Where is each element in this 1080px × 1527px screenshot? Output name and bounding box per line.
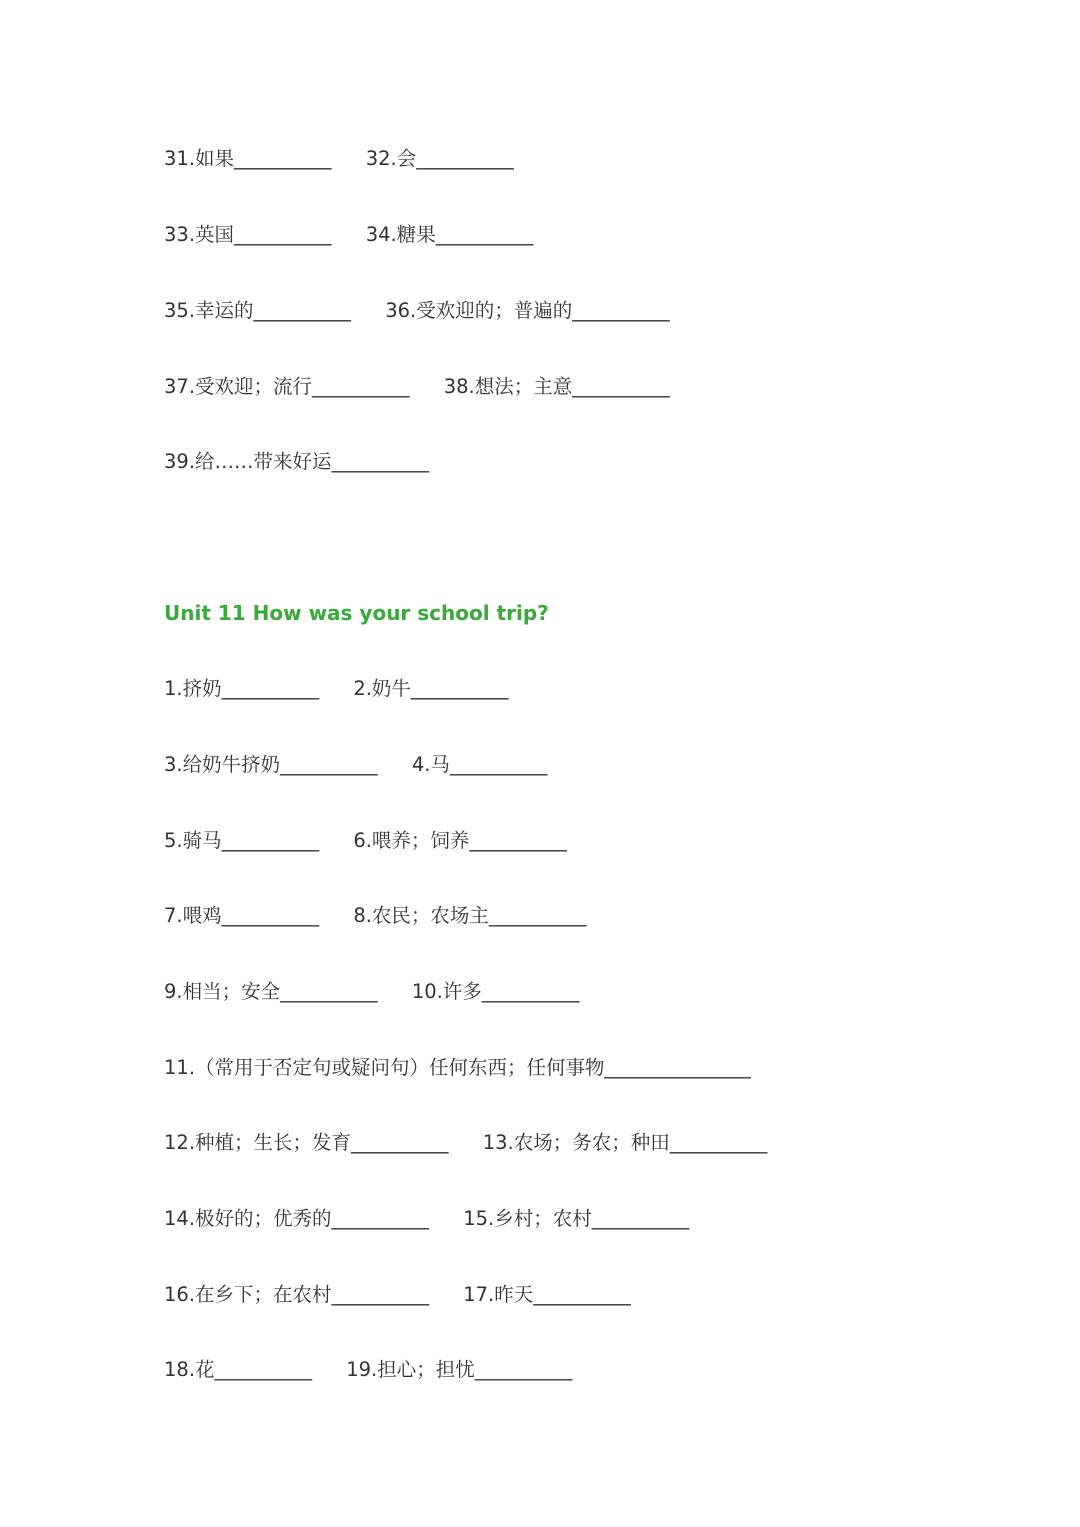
unit11-line-18-19	[164, 1355, 572, 1385]
unit11-item-1: 1.挤奶__________	[164, 677, 320, 700]
unit11-item-7: 7.喂鸡__________	[164, 904, 320, 927]
vocab-line-35-36	[164, 296, 670, 326]
unit11-item-12: 12.种植；生长；发育__________	[164, 1131, 449, 1154]
unit11-line-12-13	[164, 1128, 767, 1158]
vocab-item-38: 38.想法；主意__________	[443, 375, 670, 398]
vocab-item-31: 31.如果__________	[164, 147, 332, 170]
vocab-item-32: 32.会__________	[365, 147, 514, 170]
unit11-item-17: 17.昨天__________	[463, 1283, 631, 1306]
vocab-line-39	[164, 447, 429, 477]
vocab-item-34: 34.糖果__________	[365, 223, 534, 246]
unit11-line-16-17	[164, 1280, 631, 1310]
unit11-item-3: 3.给奶牛挤奶__________	[164, 753, 378, 776]
unit11-item-13: 13.农场；务农；种田__________	[482, 1131, 768, 1154]
unit11-item-16: 16.在乡下；在农村__________	[164, 1283, 430, 1306]
unit11-item-4: 4.马__________	[411, 753, 548, 776]
unit11-item-11: 11.（常用于否定句或疑问句）任何东西；任何事物_______________	[164, 1056, 751, 1079]
unit11-item-9: 9.相当；安全__________	[164, 980, 378, 1003]
unit11-item-8: 8.农民；农场主__________	[353, 904, 587, 927]
vocab-item-37: 37.受欢迎；流行__________	[164, 375, 410, 398]
unit11-line-9-10	[164, 977, 579, 1007]
unit11-item-19: 19.担心；担忧__________	[346, 1358, 573, 1381]
unit11-item-18: 18.花__________	[164, 1358, 313, 1381]
vocab-item-35: 35.幸运的__________	[164, 299, 352, 322]
vocab-item-33: 33.英国__________	[164, 223, 332, 246]
unit11-line-14-15	[164, 1204, 689, 1234]
vocab-line-31-32	[164, 144, 514, 174]
unit11-line-3-4	[164, 750, 547, 780]
unit11-line-11	[164, 1053, 751, 1083]
vocab-line-33-34	[164, 220, 533, 250]
vocab-line-37-38	[164, 372, 670, 402]
unit11-item-14: 14.极好的；优秀的__________	[164, 1207, 430, 1230]
unit11-item-5: 5.骑马__________	[164, 829, 320, 852]
unit11-item-6: 6.喂养；饲养__________	[353, 829, 567, 852]
unit11-item-15: 15.乡村；农村__________	[463, 1207, 690, 1230]
unit11-item-2: 2.奶牛__________	[353, 677, 509, 700]
vocab-item-39: 39.给……带来好运__________	[164, 450, 430, 473]
unit11-item-10: 10.许多__________	[411, 980, 580, 1003]
unit11-line-5-6	[164, 826, 567, 856]
unit11-line-7-8	[164, 901, 586, 931]
unit-heading: Unit 11 How was your school trip?	[164, 601, 549, 625]
vocab-item-36: 36.受欢迎的；普遍的__________	[385, 299, 670, 322]
unit11-line-1-2	[164, 674, 508, 704]
